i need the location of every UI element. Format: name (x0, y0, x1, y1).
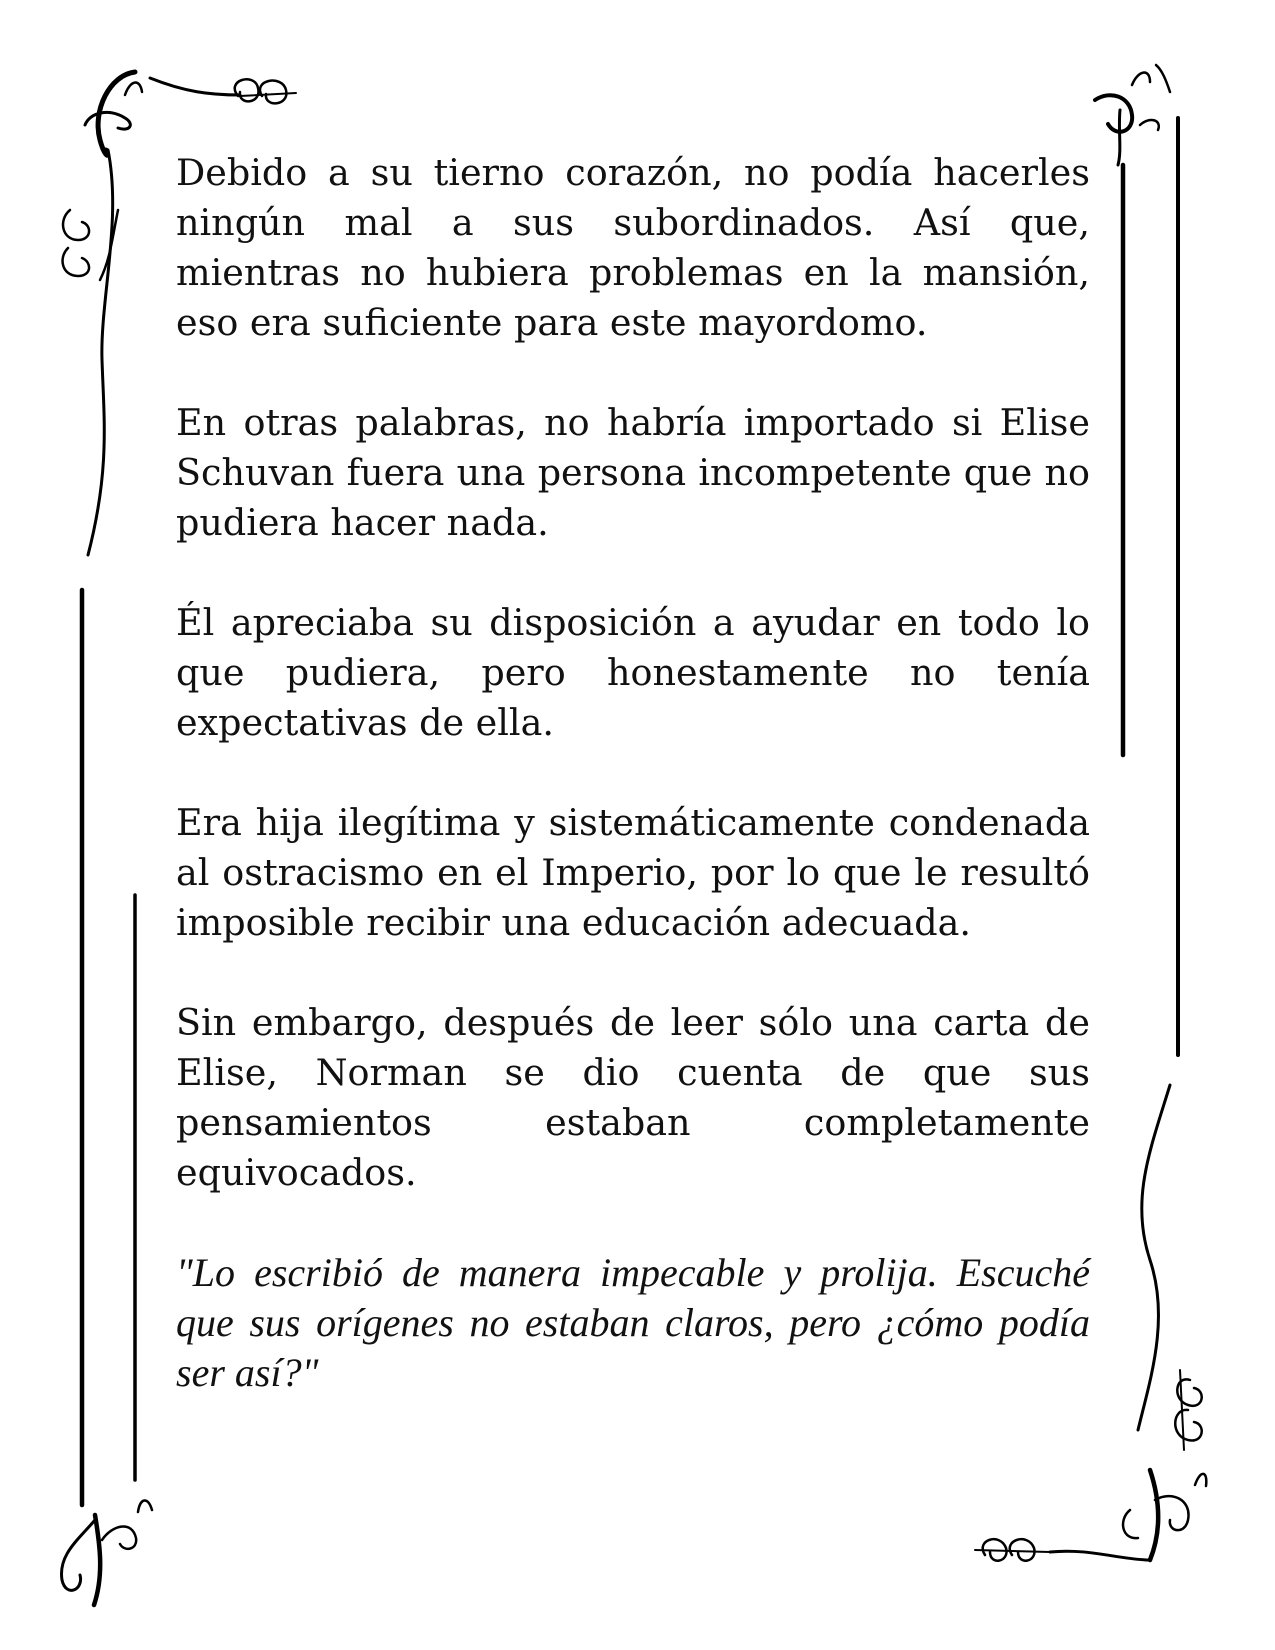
paragraph-1: Debido a su tierno corazón, no podía hacerles ningún mal a sus subordinados. Así que, mientras no hubiera problemas en la mansión, eso era suficiente para este mayordomo. (176, 151, 1090, 344)
paragraph-5: Sin embargo, después de leer sólo una carta de Elise, Norman se dio cuenta de que sus pensamientos estaban completamente equivocados. (176, 1001, 1090, 1194)
paragraph-3: Él apreciaba su disposición a ayudar en todo lo que pudiera, pero honestamente no tenía expectativas de ella. (176, 601, 1090, 744)
story-text (176, 148, 1090, 1398)
top-right-swirl-flourish-icon (1095, 65, 1170, 165)
quote-paragraph: "Lo escribió de manera impecable y prolija. Escuché que sus orígenes no estaban claros, pero ¿cómo podía ser así?" (176, 1250, 1090, 1395)
paragraph-4: Era hija ilegítima y sistemáticamente condenada al ostracismo en el Imperio, por lo que le resultó imposible recibir una educación adecuada. (176, 801, 1090, 944)
right-lower-swirl-line (1138, 1085, 1170, 1430)
paragraph-2: En otras palabras, no habría importado si Elise Schuvan fuera una persona incompetente que no pudiera hacer nada. (176, 401, 1090, 544)
bottom-right-swirl-flourish-icon (1050, 1470, 1206, 1560)
bottom-left-swirl-flourish-icon (61, 1500, 152, 1605)
bottom-right-curl-loops-icon (975, 1370, 1202, 1561)
